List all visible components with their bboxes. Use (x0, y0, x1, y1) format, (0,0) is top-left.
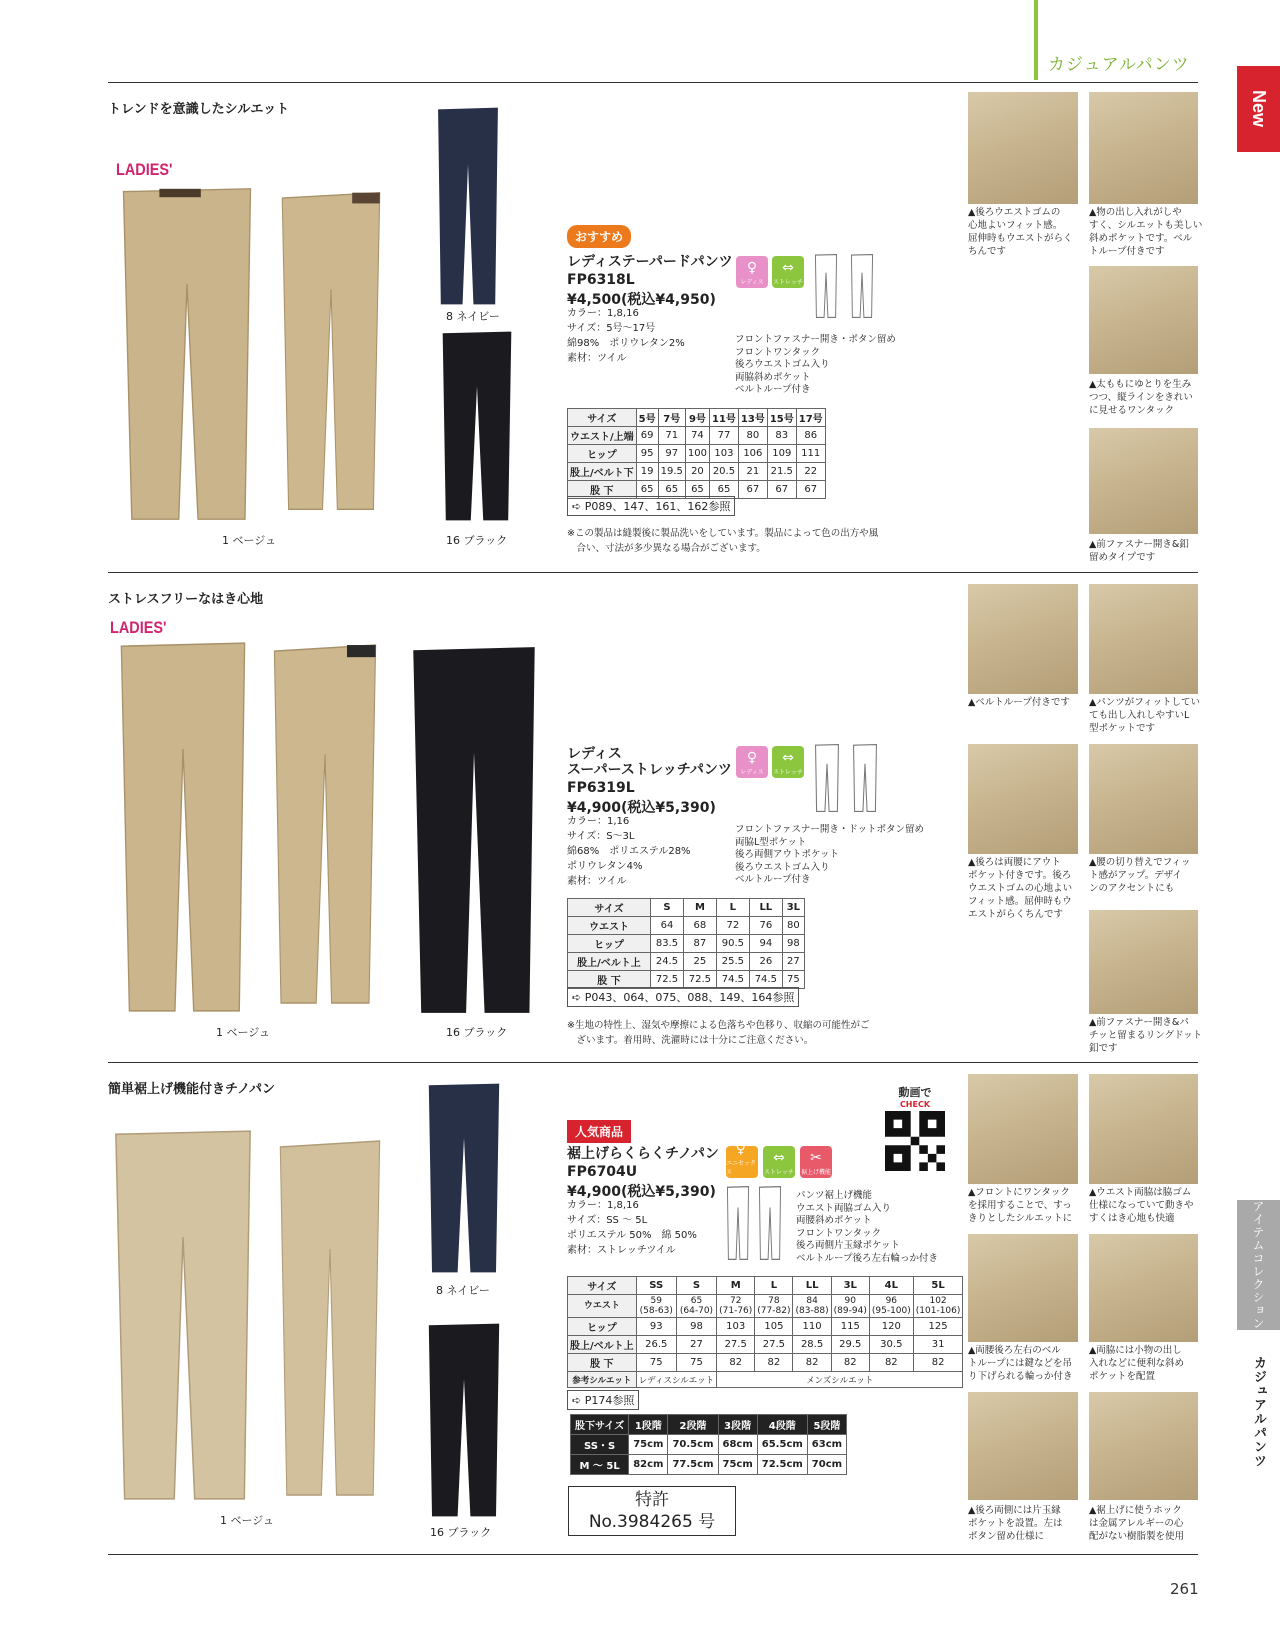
product-name: 裾上げらくらくチノパン (567, 1146, 719, 1162)
detail-photo (1089, 744, 1198, 854)
patent-number: No.3984265 号 (588, 1512, 716, 1532)
product-name: レディステーパードパンツ (567, 254, 733, 270)
detail-caption: ▲ウエスト両脇は脇ゴム 仕様になっていて動きや すくはき心地も快適 (1089, 1187, 1194, 1224)
color-label-beige: 1 ベージュ (220, 1514, 275, 1527)
pants-navy (434, 106, 502, 306)
product-code: FP6318L (567, 272, 635, 288)
product-price: ¥4,500(税込¥4,950) (567, 292, 716, 308)
detail-photo (1089, 1234, 1198, 1342)
product-name: レディス スーパーストレッチパンツ (567, 746, 732, 778)
page-reference: ➪ P089、147、161、162参照 (567, 496, 735, 516)
category-title: カジュアルパンツ (1048, 55, 1190, 75)
detail-caption: ▲裾上げに使うホック は金属アレルギーの心 配がない樹脂製を使用 (1089, 1505, 1185, 1542)
detail-caption: ▲後ろウエストゴムの 心地よいフィット感。 屈伸時もウエストがらく ちんです (968, 207, 1073, 257)
ladies-label: LADIES' (110, 618, 167, 637)
detail-caption: ▲前ファスナー開き&パ チッと留まるリングドット 釦です (1089, 1017, 1203, 1054)
feature-list: フロントファスナー開き・ボタン留め フロントワンタック 後ろウエストゴム入り 両脇斜めポケット ベルトループ付き (735, 334, 896, 395)
recommend-badge: おすすめ (567, 225, 631, 248)
product-price: ¥4,900(税込¥5,390) (567, 1184, 716, 1200)
pants-beige-back (276, 1138, 384, 1498)
flat-sketch-front-icon (814, 744, 840, 812)
detail-caption: ▲ベルトループ付きです (968, 697, 1070, 708)
product-specs: カラー：1,8,16 サイズ：5号〜17号 綿98% ポリウレタン2% 素材：ツイル (567, 308, 685, 364)
ladies-icon: ♀ レディス (736, 746, 768, 778)
size-table: サイズ SS S M L LL 3L 4L 5L ウエスト 59 (58-63) 65 (64-70) 72 (71-76) 78 (77-82) 84 (83-88) 90 (89-94) 96 (95-100) 102 (101-106) ヒップ 93 98 103 105 110 115 120 125 股上/ベルト上 26.5 27 27.5 27.5 28.5 29.5 30.5 31 股 下 75 75 82 82 82 82 82 82 参考シルエット レディスシルエット メンズシルエット (567, 1276, 963, 1388)
qr-check: CHECK (899, 1100, 931, 1109)
detail-photo (968, 1234, 1078, 1342)
detail-photo (1089, 1074, 1198, 1184)
detail-photo (1089, 910, 1198, 1014)
detail-caption: ▲物の出し入れがしや すく、シルエットも美しい 斜めポケットです。ベル トループ付きです (1089, 207, 1203, 257)
pants-beige-front (116, 640, 250, 1014)
detail-photo (968, 92, 1078, 204)
detail-caption: ▲フロントにワンタック を採用することで、すっ きりとしたシルエットに (968, 1187, 1073, 1224)
detail-caption: ▲両脇には小物の出し 入れなどに便利な斜め ポケットを配置 (1089, 1345, 1185, 1382)
pants-beige-front (110, 1128, 256, 1502)
page-reference: ➪ P174参照 (567, 1390, 639, 1410)
product-note: ※この製品は縫製後に製品洗いをしています。製品によって色の出方や風 合い、寸法が多少異なる場合がございます。 (567, 528, 879, 554)
detail-caption: ▲太ももにゆとりを生み つつ、縦ラインをきれい に見せるワンタック (1089, 379, 1193, 416)
pants-navy (424, 1082, 504, 1274)
new-tab: New (1237, 66, 1280, 152)
video-qr-code[interactable] (880, 1084, 950, 1174)
color-label-beige: 1 ベージュ (216, 1026, 271, 1039)
product-note: ※生地の特性上、湿気や摩擦による色落ちや色移り、収縮の可能性がご ざいます。着用時、洗濯時には十分にご注意ください。 (567, 1020, 870, 1046)
item-collection-tab[interactable]: アイテムコレクション (1237, 1200, 1280, 1330)
ladies-label: LADIES' (116, 160, 173, 179)
detail-photo (1089, 584, 1198, 694)
patent-box (568, 1486, 736, 1536)
flat-sketch-back-icon (758, 1186, 782, 1260)
detail-caption: ▲前ファスナー開き&釦 留めタイプです (1089, 539, 1189, 563)
product-price: ¥4,900(税込¥5,390) (567, 800, 716, 816)
product-code: FP6704U (567, 1164, 638, 1180)
category-accent-bar (1034, 0, 1038, 80)
detail-photo (1089, 428, 1198, 534)
unisex-icon: ⚥ ユニセックス (726, 1141, 757, 1176)
section-divider (108, 1554, 1198, 1555)
product-specs: カラー：1,8,16 サイズ：SS 〜 5L ポリエステル 50% 綿 50% 素材：ストレッチツイル (567, 1200, 697, 1256)
pants-beige-front (118, 186, 256, 522)
detail-caption: ▲腰の切り替えでフィッ ト感がアップ。デザイ ンのアクセントにも (1089, 857, 1191, 894)
pants-black (408, 644, 540, 1016)
section-divider (108, 572, 1198, 573)
flat-sketch-front-icon (814, 254, 838, 318)
section-title: ストレスフリーなはき心地 (108, 592, 264, 607)
detail-caption: ▲パンツがフィットしてい ても出し入れしやすいL 型ポケットです (1089, 697, 1201, 734)
detail-caption: ▲後ろは両腰にアウト ポケット付きです。後ろ ウエストゴムの心地よい フィット感。屈伸時もウ エストがらくちんです (968, 857, 1073, 920)
color-label-navy: 8 ネイビー (446, 310, 500, 323)
qr-code-icon (885, 1111, 945, 1171)
detail-photo (1089, 92, 1198, 204)
feature-list: パンツ裾上げ機能 ウエスト両脇ゴム入り 両腰斜めポケット フロントワンタック 後ろ両側片玉縁ポケット ベルトループ後ろ左右輪っか付き (796, 1190, 939, 1264)
product-code: FP6319L (567, 780, 635, 796)
pants-black (424, 1322, 504, 1518)
page-reference: ➪ P043、064、075、088、149、164参照 (567, 987, 799, 1007)
flat-sketch-front-icon (726, 1186, 750, 1260)
detail-caption: ▲後ろ両側には片玉縁 ポケットを設置。左は ボタン留め仕様に (968, 1505, 1063, 1542)
side-category-label: カジュアルパンツ (1251, 1356, 1266, 1468)
pants-black (438, 330, 516, 522)
size-table: サイズ S M L LL 3L ウエスト 64 68 72 76 80 ヒップ 83.5 87 90.5 94 98 股上/ベルト上 24.5 25 25.5 26 27 股 下 72.5 72.5 74.5 74.5 75 (567, 898, 805, 989)
detail-photo (968, 1392, 1078, 1500)
stretch-icon: ⇔ ストレッチ (763, 1146, 795, 1178)
color-label-navy: 8 ネイビー (436, 1284, 490, 1297)
stretch-icon: ⇔ ストレッチ (772, 746, 804, 778)
pants-beige-back (270, 642, 380, 1006)
size-table: サイズ 5号 7号 9号 11号 13号 15号 17号 ウエスト/上端 69 71 74 77 80 83 86 ヒップ 95 97 100 103 106 109 111 股上/ベルト下 19 19.5 20 20.5 21 21.5 22 股 下 65 65 65 65 67 67 67 (567, 408, 826, 499)
section-title: 簡単裾上げ機能付きチノパン (108, 1082, 276, 1097)
pants-beige-back (278, 190, 384, 512)
ladies-icon: ♀ レディス (736, 256, 768, 288)
flat-sketch-back-icon (852, 744, 878, 812)
page-number: 261 (1170, 1580, 1199, 1598)
color-label-black: 16 ブラック (446, 534, 508, 547)
detail-photo (968, 744, 1078, 854)
product-specs: カラー：1,16 サイズ：S〜3L 綿68% ポリエステル28% ポリウレタン4% 素材：ツイル (567, 816, 691, 887)
color-label-black: 16 ブラック (446, 1026, 508, 1039)
section-divider (108, 1062, 1198, 1063)
detail-photo (968, 584, 1078, 694)
patent-label: 特許 (635, 1490, 669, 1510)
detail-photo (1089, 1392, 1198, 1500)
hem-length-table: 股下サイズ 1段階 2段階 3段階 4段階 5段階 SS・S 75cm 70.5cm 68cm 65.5cm 63cm M 〜 5L 82cm 77.5cm 75cm 72.5cm 70cm (570, 1414, 847, 1475)
detail-photo (968, 1074, 1078, 1184)
section-divider (108, 82, 1198, 83)
color-label-black: 16 ブラック (430, 1526, 492, 1539)
hem-adjust-icon: ✂ 裾上げ機能 (800, 1146, 832, 1178)
stretch-icon: ⇔ ストレッチ (772, 256, 804, 288)
detail-caption: ▲両腰後ろ左右のベル トループには鍵などを吊 り下げられる輪っか付き (968, 1345, 1073, 1382)
flat-sketch-back-icon (850, 254, 874, 318)
section-title: トレンドを意識したシルエット (108, 102, 290, 117)
feature-list: フロントファスナー開き・ドットボタン留め 両脇L型ポケット 後ろ両側アウトポケット 後ろウエストゴム入り ベルトループ付き (735, 824, 924, 885)
detail-photo (1089, 266, 1198, 374)
color-label-beige: 1 ベージュ (222, 534, 277, 547)
popular-badge: 人気商品 (567, 1120, 631, 1143)
qr-label: 動画で (898, 1086, 932, 1099)
